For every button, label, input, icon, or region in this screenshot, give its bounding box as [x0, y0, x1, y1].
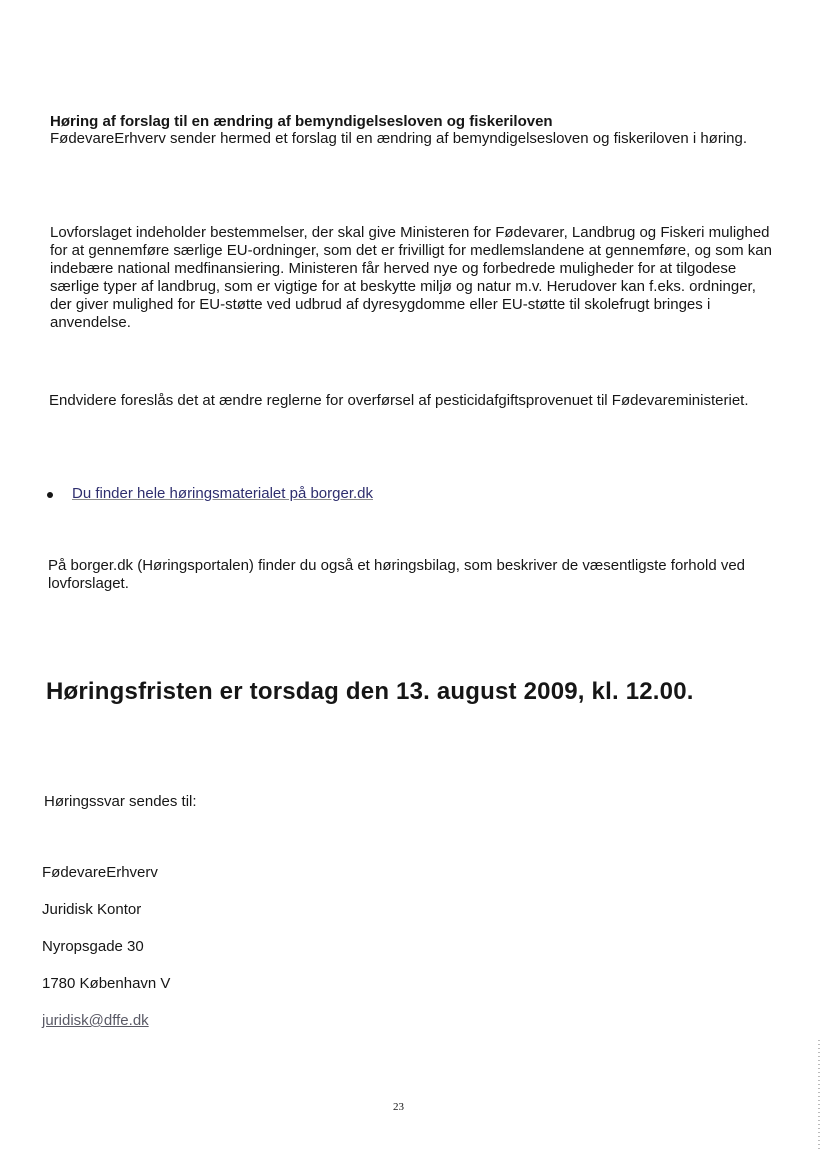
deadline-heading: Høringsfristen er torsdag den 13. august 2009, kl. 12.00. [46, 678, 694, 705]
body-paragraph: Lovforslaget indeholder bestemmelser, der skal give Ministeren for Fødevarer, Landbrug og Fiskeri mulighed for at gennemføre særlige EU-ordninger, som det er frivilligt for medlemslandene at gennemføre, og som kan indebære national medfinansiering. Ministeren får herved nye og forbedrede muligheder for at tilgodese særlige typer af landbrug, som er vigtige for at beskytte miljø og natur m.v. Herudover kan f.eks. ordninger, der giver mulighed for EU-støtte ved udbrud af dyresygdomme eller EU-støtte til skolefrugt bringes i anvendelse. [50, 224, 772, 331]
pesticide-paragraph: Endvidere foreslås det at ændre reglerne for overførsel af pesticidafgiftsprovenuet til Fødevareministeriet. [49, 392, 749, 409]
address-street: Nyropsgade 30 [42, 938, 144, 955]
address-dept: Juridisk Kontor [42, 901, 142, 918]
intro-paragraph: FødevareErhverv sender hermed et forslag til en ændring af bemyndigelsesloven og fiskeriloven i høring. [50, 130, 748, 147]
email-link[interactable]: juridisk@dffe.dk [42, 1012, 149, 1029]
bullet-list-item [47, 485, 373, 502]
borger-paragraph: På borger.dk (Høringsportalen) finder du også et høringsbilag, som beskriver de væsentligste forhold ved lovforslaget. [48, 557, 746, 592]
hearing-material-link[interactable]: Du finder hele høringsmaterialet på borger.dk [72, 485, 373, 502]
address-city: 1780 København V [42, 975, 171, 992]
document-heading: Høring af forslag til en ændring af bemyndigelsesloven og fiskeriloven [50, 113, 553, 130]
page-number: 23 [393, 1101, 404, 1113]
address-org: FødevareErhverv [42, 864, 158, 881]
bullet-icon [47, 492, 53, 498]
send-to-label: Høringssvar sendes til: [44, 793, 197, 810]
scan-edge-marks [818, 1040, 820, 1150]
